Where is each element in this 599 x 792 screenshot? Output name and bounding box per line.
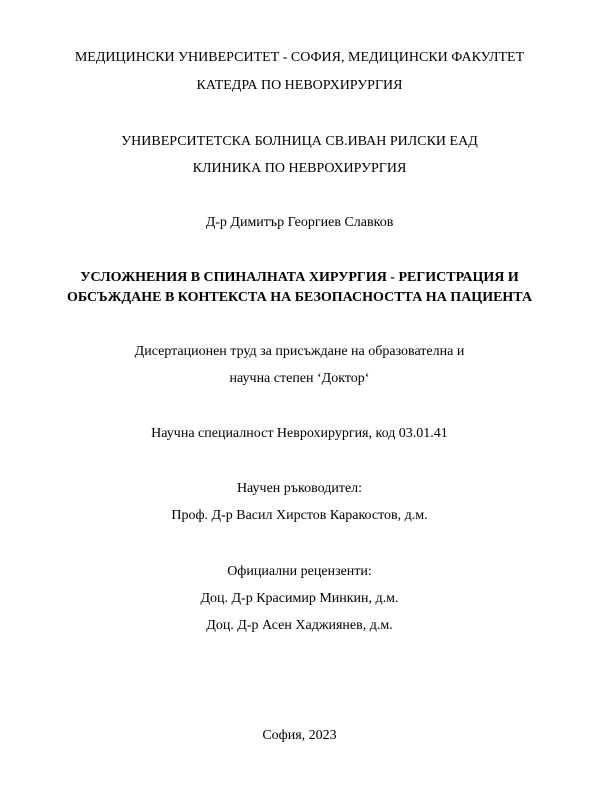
- reviewers-label: Официални рецензенти:: [227, 564, 372, 579]
- place-and-year: София, 2023: [262, 728, 337, 743]
- reviewer-name-2: Доц. Д-р Асен Хаджиянев, д.м.: [206, 618, 393, 633]
- supervisor-label: Научен ръководител:: [236, 481, 363, 496]
- reviewer-name-1: Доц. Д-р Красимир Минкин, д.м.: [200, 591, 399, 606]
- department-heading: КАТЕДРА ПО НЕВОРХИРУРГИЯ: [196, 78, 403, 93]
- hospital-heading: УНИВЕРСИТЕТСКА БОЛНИЦА СВ.ИВАН РИЛСКИ ЕАД: [121, 134, 478, 149]
- author-name: Д-р Димитър Георгиев Славков: [205, 215, 394, 230]
- thesis-title-line-2: ОБСЪЖДАНЕ В КОНТЕКСТА НА БЕЗОПАСНОСТТА НА ПАЦИЕНТА: [66, 290, 533, 305]
- thesis-title-line-1: УСЛОЖНЕНИЯ В СПИНАЛНАТА ХИРУРГИЯ - РЕГИСТРАЦИЯ И: [80, 270, 519, 285]
- university-heading: МЕДИЦИНСКИ УНИВЕРСИТЕТ - СОФИЯ, МЕДИЦИНСКИ ФАКУЛТЕТ: [74, 50, 525, 65]
- dissertation-line-2: научна степен ‘Доктор‘: [229, 371, 370, 386]
- supervisor-name: Проф. Д-р Васил Хирстов Каракостов, д.м.: [171, 508, 428, 523]
- clinic-heading: КЛИНИКА ПО НЕВРОХИРУРГИЯ: [192, 161, 407, 176]
- dissertation-line-1: Дисертационен труд за присъждане на образователна и: [134, 344, 465, 359]
- specialty-line: Научна специалност Неврохирургия, код 03.01.41: [151, 426, 448, 441]
